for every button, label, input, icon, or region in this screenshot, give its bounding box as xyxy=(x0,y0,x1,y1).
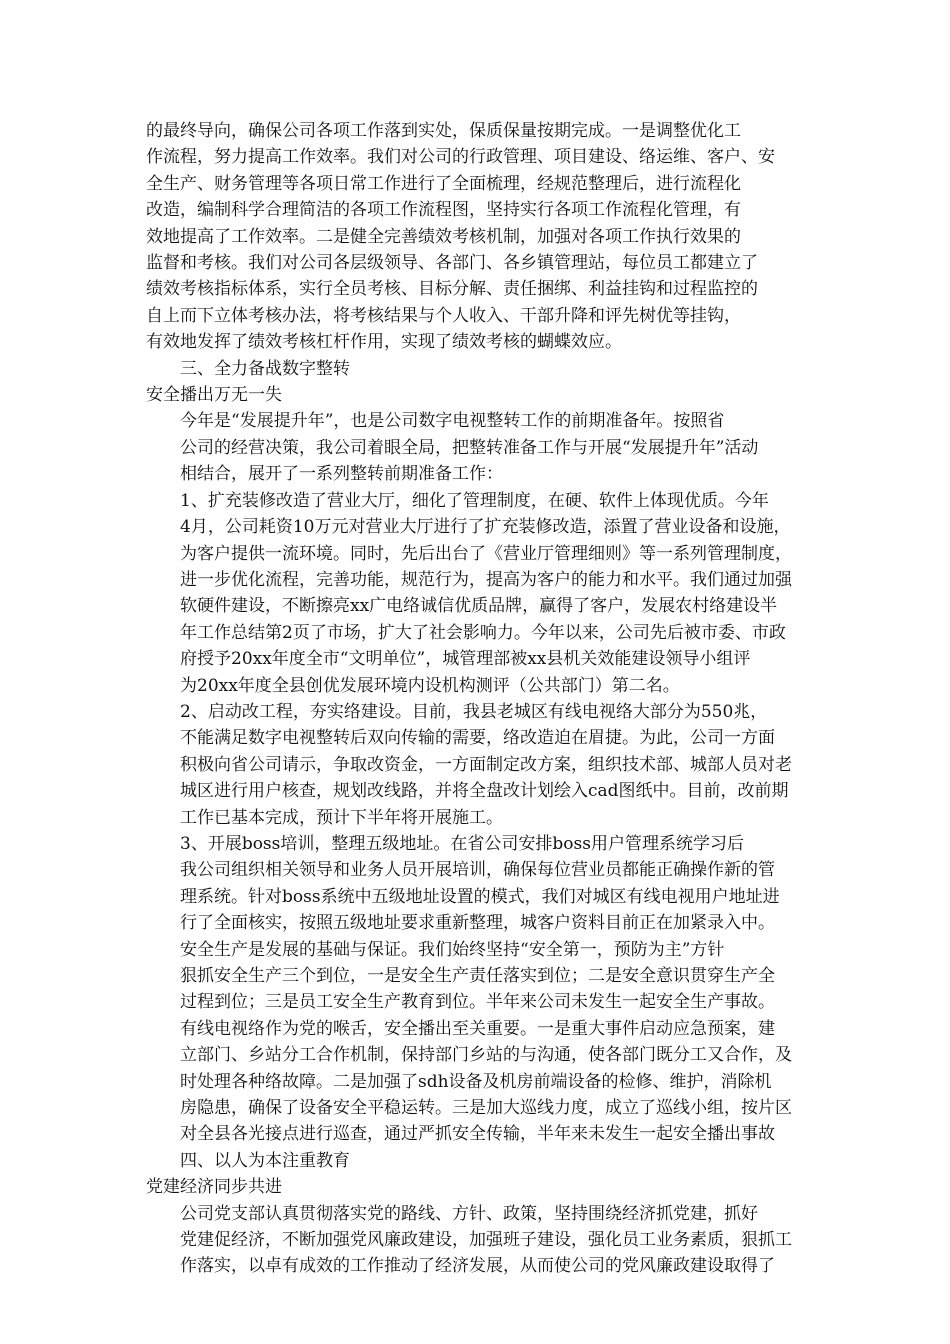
text-line: 府授予20xx年度全市“文明单位”，城管理部被xx县机关效能建设领导小组评 xyxy=(180,649,751,670)
text-line: 党建促经济，不断加强党风廉政建设，加强班子建设，强化员工业务素质，狠抓工 xyxy=(180,1230,792,1251)
paragraph xyxy=(146,1148,806,1174)
text-line: 1、扩充装修改造了营业大厅，细化了管理制度，在硬、软件上体现优质。今年 xyxy=(180,490,769,511)
text-line: 过程到位；三是员工安全生产教育到位。半年来公司未发生一起安全生产事故。 xyxy=(180,992,775,1013)
text-line: 时处理各种络故障。二是加强了sdh设备及机房前端设备的检修、维护，消除机 xyxy=(180,1071,772,1092)
text-line: 三、全力备战数字整转 xyxy=(180,358,350,379)
text-line: 有线电视络作为党的喉舌，安全播出至关重要。一是重大事件启动应急预案，建 xyxy=(180,1018,775,1039)
text-line: 效地提高了工作效率。二是健全完善绩效考核机制，加强对各项工作执行效果的 xyxy=(146,226,741,247)
text-line: 软硬件建设，不断擦亮xx广电络诚信优质品牌，赢得了客户，发展农村络建设半 xyxy=(180,596,778,617)
paragraph xyxy=(146,488,806,699)
text-line: 安全生产是发展的基础与保证。我们始终坚持“安全第一，预防为主”方针 xyxy=(180,939,725,960)
text-line: 我公司组织相关领导和业务人员开展培训，确保每位营业员都能正确操作新的管 xyxy=(180,860,775,881)
paragraph xyxy=(146,699,806,831)
text-line: 狠抓安全生产三个到位，一是安全生产责任落实到位；二是安全意识贯穿生产全 xyxy=(180,966,775,986)
text-line: 行了全面核实，按照五级地址要求重新整理，城客户资料目前正在加紧录入中。 xyxy=(180,913,775,934)
text-line: 今年是“发展提升年”，也是公司数字电视整转工作的前期准备年。按照省 xyxy=(180,411,725,432)
text-line: 作落实，以卓有成效的工作推动了经济发展，从而使公司的党风廉政建设取得了 xyxy=(180,1256,775,1277)
text-line: 安全播出万无一失 xyxy=(146,385,282,406)
text-line: 自上而下立体考核办法，将考核结果与个人收入、干部升降和评先树优等挂钩， xyxy=(146,305,741,326)
text-line: 四、以人为本注重教育 xyxy=(180,1150,350,1171)
text-line: 房隐患，确保了设备安全平稳运转。三是加大巡线力度，成立了巡线小组，按片区 xyxy=(180,1098,792,1119)
paragraph xyxy=(146,356,806,382)
text-line: 3、开展boss培训，整理五级地址。在省公司安排boss用户管理系统学习后 xyxy=(180,833,744,854)
text-line: 作流程，努力提高工作效率。我们对公司的行政管理、项目建设、络运维、客户、安 xyxy=(146,147,775,168)
document-body xyxy=(146,118,806,1280)
text-line: 为客户提供一流环境。同时，先后出台了《营业厅管理细则》等一系列管理制度， xyxy=(180,543,792,564)
paragraph xyxy=(146,1201,806,1280)
text-line: 进一步优化流程，完善功能，规范行为，提高为客户的能力和水平。我们通过加强 xyxy=(180,569,792,590)
text-line: 不能满足数字电视整转后双向传输的需要，络改造迫在眉捷。为此，公司一方面 xyxy=(180,728,775,749)
text-line: 为20xx年度全县创优发展环境内设机构测评（公共部门）第二名。 xyxy=(180,675,680,696)
text-line: 2、启动改工程，夯实络建设。目前，我县老城区有线电视络大部分为550兆， xyxy=(180,701,768,722)
paragraph xyxy=(146,831,806,937)
text-line: 4月，公司耗资10万元对营业大厅进行了扩充装修改造，添置了营业设备和设施， xyxy=(180,517,791,538)
text-line: 理系统。针对boss系统中五级地址设置的模式，我们对城区有线电视用户地址进 xyxy=(180,886,780,907)
text-line: 对全县各光接点进行巡查，通过严抓安全传输，半年来未发生一起安全播出事故 xyxy=(180,1124,775,1145)
text-line: 监督和考核。我们对公司各层级领导、各部门、各乡镇管理站，每位员工都建立了 xyxy=(146,253,758,274)
paragraph xyxy=(146,382,806,408)
text-line: 公司党支部认真贯彻落实党的路线、方针、政策，坚持围绕经济抓党建，抓好 xyxy=(180,1203,758,1224)
text-line: 党建经济同步共进 xyxy=(146,1177,282,1198)
text-line: 积极向省公司请示，争取改资金，一方面制定改方案，组织技术部、城部人员对老 xyxy=(180,754,792,775)
text-line: 绩效考核指标体系，实行全员考核、目标分解、责任捆绑、利益挂钩和过程监控的 xyxy=(146,279,758,300)
paragraph xyxy=(146,118,806,356)
text-line: 的最终导向，确保公司各项工作落到实处，保质保量按期完成。一是调整优化工 xyxy=(146,121,741,141)
text-line: 城区进行用户核查，规划改线路，并将全盘改计划绘入cad图纸中。目前，改前期 xyxy=(180,781,789,802)
paragraph xyxy=(146,1174,806,1200)
text-line: 有效地发挥了绩效考核杠杆作用，实现了绩效考核的蝴蝶效应。 xyxy=(146,332,622,353)
paragraph xyxy=(146,937,806,1148)
text-line: 改造，编制科学合理简洁的各项工作流程图，坚持实行各项工作流程化管理，有 xyxy=(146,200,741,221)
text-line: 年工作总结第2页了市场，扩大了社会影响力。今年以来，公司先后被市委、市政 xyxy=(180,622,786,643)
paragraph xyxy=(146,408,806,487)
text-line: 全生产、财务管理等各项日常工作进行了全面梳理，经规范整理后，进行流程化 xyxy=(146,173,741,194)
text-line: 工作已基本完成，预计下半年将开展施工。 xyxy=(180,807,503,828)
text-line: 立部门、乡站分工合作机制，保持部门乡站的与沟通，使各部门既分工又合作，及 xyxy=(180,1045,792,1066)
text-line: 公司的经营决策，我公司着眼全局，把整转准备工作与开展“发展提升年”活动 xyxy=(180,437,759,458)
text-line: 相结合，展开了一系列整转前期准备工作： xyxy=(180,464,503,485)
